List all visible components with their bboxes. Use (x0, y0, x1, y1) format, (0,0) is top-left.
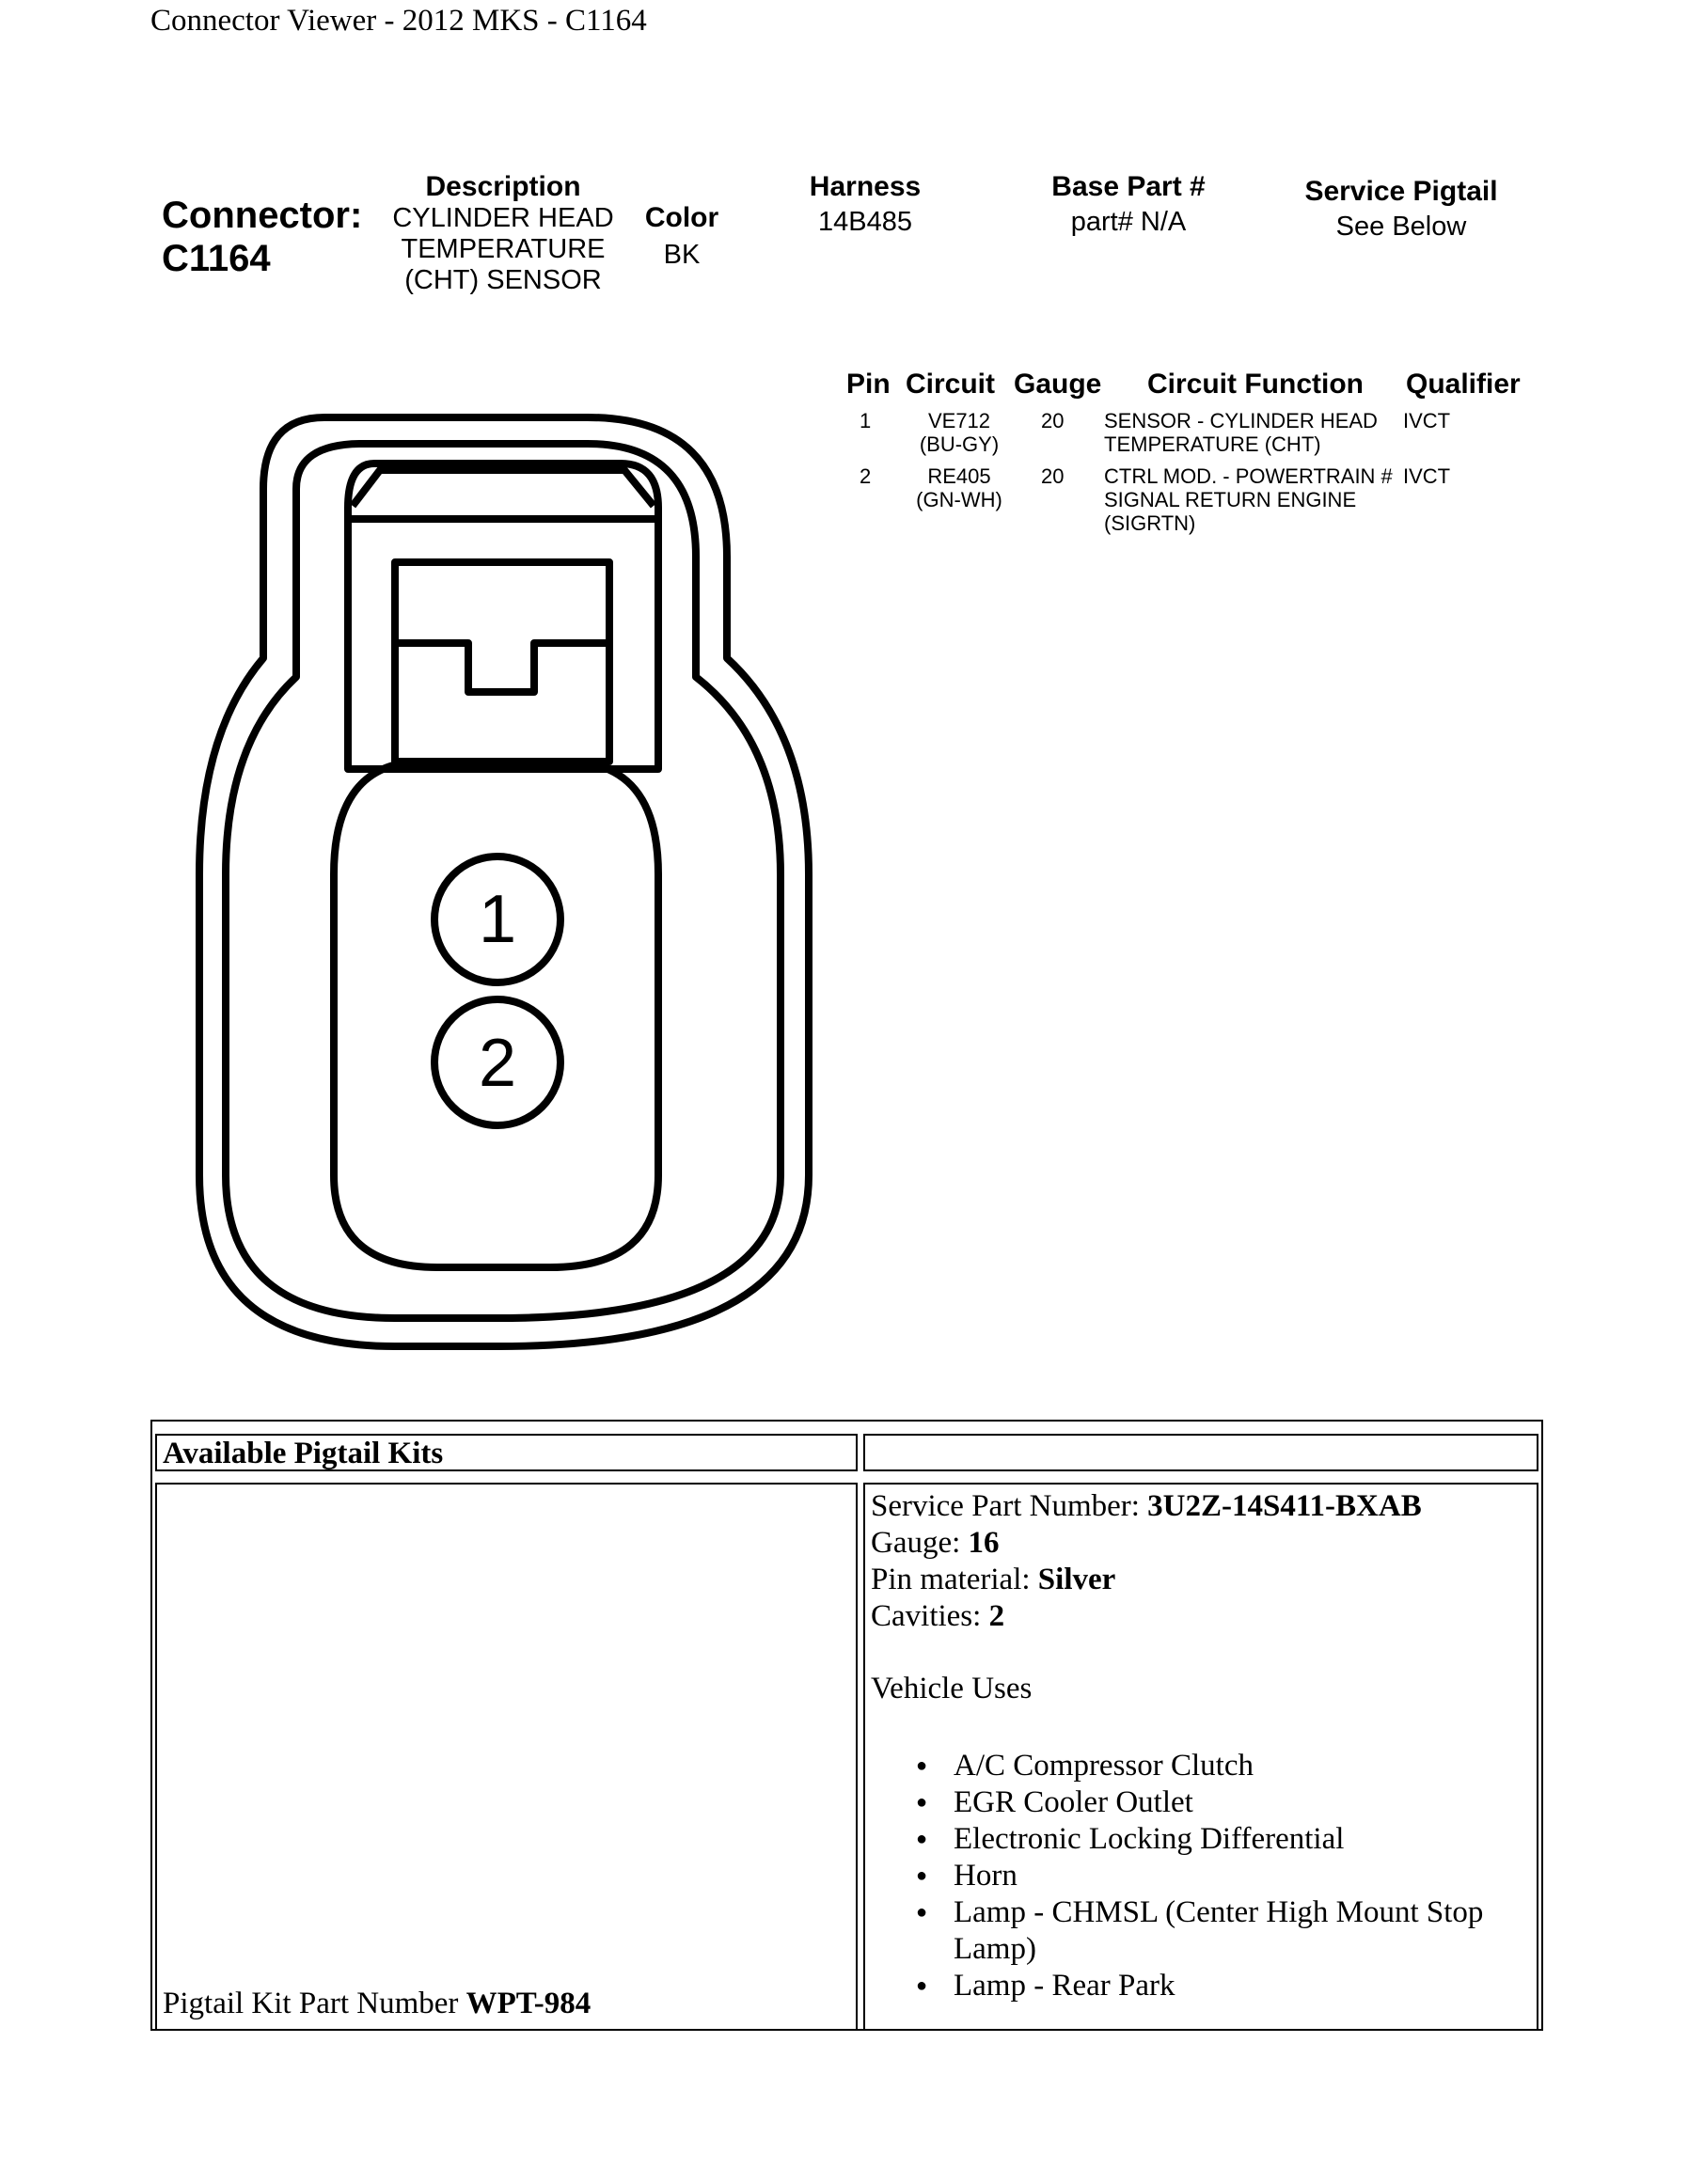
kits-header-blank-cell (863, 1434, 1538, 1471)
page-title: Connector Viewer - 2012 MKS - C1164 (150, 4, 647, 38)
pin-material-label: Pin material: (871, 1563, 1031, 1596)
description-line-3: (CHT) SENSOR (404, 265, 602, 295)
row1-circuit-id: VE712 (927, 409, 991, 432)
row2-circuit-id: RE405 (927, 464, 991, 488)
row1-function-line-2: TEMPERATURE (CHT) (1104, 432, 1321, 456)
connector-inner-shell (226, 444, 781, 1318)
row1-pin: 1 (860, 409, 872, 432)
cavities-row (871, 1598, 1422, 1635)
service-part-row (871, 1488, 1422, 1525)
kits-header-cell (155, 1434, 858, 1471)
vehicle-uses-label: Vehicle Uses (871, 1672, 1033, 1705)
qualifier-header: Qualifier (1406, 369, 1521, 400)
latch-notch (395, 643, 609, 692)
harness-value: 14B485 (818, 207, 912, 237)
connector-label-text: Connector: (162, 195, 363, 236)
pin-header: Pin (846, 369, 891, 400)
gauge-value: 16 (968, 1526, 1000, 1560)
pin-material-value: Silver (1037, 1563, 1116, 1596)
vehicle-use-item: ● Electronic Locking Differential (897, 1821, 1508, 1858)
row2-function-line-2: SIGNAL RETURN ENGINE (1104, 488, 1357, 511)
color-value: BK (663, 240, 701, 270)
vehicle-use-item: ● EGR Cooler Outlet (897, 1784, 1508, 1821)
vehicle-uses-list (897, 1748, 1508, 2004)
row1-function-line-1: SENSOR - CYLINDER HEAD (1104, 409, 1378, 432)
connector-id: C1164 (162, 238, 271, 279)
row2-function-line-1: CTRL MOD. - POWERTRAIN # (1104, 464, 1393, 488)
description-header: Description (425, 171, 581, 202)
base-part-value: part# N/A (1070, 207, 1187, 237)
kit-number-cell (155, 1483, 858, 2031)
row1-gauge: 20 (1041, 409, 1065, 432)
kit-details (871, 1488, 1422, 1707)
gauge-label: Gauge: (871, 1526, 961, 1560)
harness-header: Harness (809, 171, 922, 202)
vehicle-use-item: ● Lamp - CHMSL (Center High Mount Stop Lamp) (897, 1894, 1508, 1968)
gauge-header: Gauge (1014, 369, 1102, 400)
description-line-1: CYLINDER HEAD (392, 203, 614, 233)
vehicle-use-item: ● Horn (897, 1858, 1508, 1894)
circuit-header: Circuit (906, 369, 996, 400)
row1-qualifier: IVCT (1403, 409, 1451, 432)
service-part-number: 3U2Z-14S411-BXAB (1147, 1489, 1422, 1523)
vehicle-use-item: ● Lamp - Rear Park (897, 1968, 1508, 2004)
row2-qualifier: IVCT (1403, 464, 1451, 488)
function-header: Circuit Function (1147, 369, 1364, 400)
pin-2-label: 2 (478, 1026, 517, 1101)
vehicle-use-item: ● A/C Compressor Clutch (897, 1748, 1508, 1784)
service-part-label: Service Part Number: (871, 1489, 1140, 1523)
row1-circuit-color: (BU-GY) (919, 432, 1000, 456)
row2-circuit-color: (GN-WH) (916, 488, 1002, 511)
row2-function-line-3: (SIGRTN) (1104, 511, 1196, 535)
latch-top-bevel (353, 470, 654, 506)
description-line-2: TEMPERATURE (401, 234, 606, 264)
service-pigtail-header: Service Pigtail (1304, 176, 1498, 207)
cavities-value: 2 (988, 1599, 1005, 1633)
pigtail-kits-table (150, 1420, 1543, 2031)
service-pigtail-value: See Below (1335, 212, 1467, 242)
pin-material-row (871, 1562, 1422, 1598)
pin-cavity-area (334, 762, 658, 1267)
kit-part-number-value: WPT-984 (465, 1987, 592, 2020)
row2-pin: 2 (860, 464, 872, 488)
pin-1-label: 1 (478, 882, 517, 957)
cavities-label: Cavities: (871, 1599, 982, 1633)
latch-tab (395, 562, 609, 762)
kit-part-number (163, 1987, 591, 2021)
row2-gauge: 20 (1041, 464, 1065, 488)
kits-header: Available Pigtail Kits (163, 1437, 444, 1470)
gauge-row (871, 1525, 1422, 1562)
kit-details-cell (863, 1483, 1538, 2031)
kit-part-number-label: Pigtail Kit Part Number (163, 1987, 459, 2020)
color-header: Color (644, 202, 719, 233)
base-part-header: Base Part # (1051, 171, 1206, 202)
